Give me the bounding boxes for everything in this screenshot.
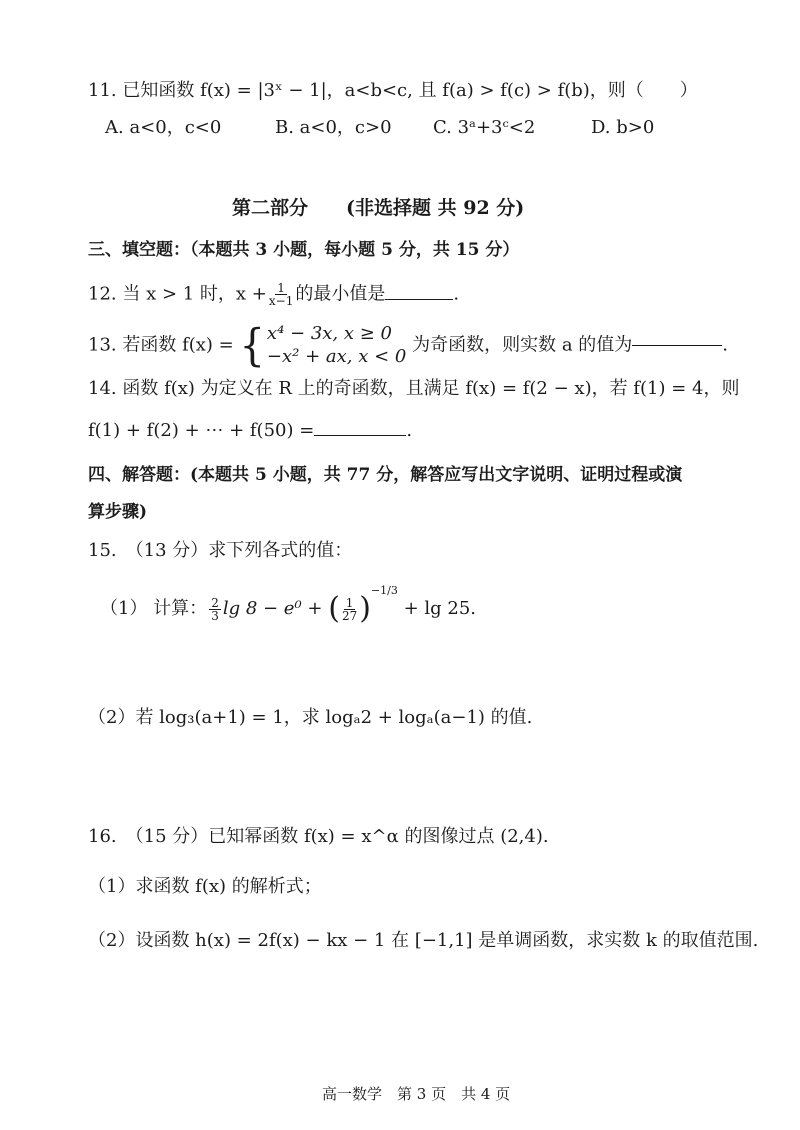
question-14-line-1: 14. 函数 f(x) 为定义在 R 上的奇函数，且满足 f(x) = f(2 − x)，若 f(1) = 4，则	[88, 378, 740, 399]
question-11-option-a: A. a<0，c<0	[105, 117, 222, 138]
question-16-part-2: （2）设函数 h(x) = 2f(x) − kx − 1 在 [−1,1] 是单调函数，求实数 k 的取值范围.	[88, 930, 759, 951]
question-14-line-2: f(1) + f(2) + ⋯ + f(50) = .	[88, 420, 413, 441]
piecewise-cases	[267, 323, 406, 368]
two-thirds-fraction	[209, 597, 221, 622]
piecewise-case-2: −x² + ax, x < 0	[266, 345, 407, 367]
section-four-heading-line-2: 算步骤)	[88, 502, 148, 522]
answer-blank	[632, 345, 722, 346]
answer-blank	[385, 299, 453, 300]
question-13-prefix: 13. 若函数 f(x) =	[88, 334, 234, 356]
section-three-heading: 三、填空题：（本题共 3 小题，每小题 5 分，共 15 分）	[88, 240, 520, 260]
question-11-stem: 11. 已知函数 f(x) = |3ˣ − 1|，a<b<c, 且 f(a) > f(c) > f(b)，则（ ）	[88, 80, 698, 101]
left-brace: {	[239, 320, 265, 371]
question-12-prefix: 12. 当 x > 1 时，x +	[88, 283, 267, 305]
question-16-stem: 16. （15 分）已知幂函数 f(x) = x^α 的图像过点 (2,4).	[88, 826, 549, 847]
page-footer: 高一数学 第 3 页 共 4 页	[322, 1085, 511, 1103]
question-12-fraction-denominator: x−1	[268, 294, 294, 308]
question-15-stem: 15. （13 分）求下列各式的值：	[88, 540, 353, 561]
left-paren: (	[328, 591, 340, 626]
answer-blank	[314, 435, 406, 436]
piecewise-case-1: x⁴ − 3x, x ≥ 0	[266, 323, 392, 344]
one-over-27-fraction	[342, 597, 357, 622]
question-12: 12. 当 x > 1 时，x + $\frac{1}{x-1}$ 的最小值是 .	[88, 281, 460, 308]
right-paren: )	[359, 591, 371, 626]
piecewise-definition	[239, 320, 407, 371]
question-15-part-2: （2）若 log₃(a+1) = 1，求 logₐ2 + logₐ(a−1) 的值.	[88, 707, 533, 728]
question-16-part-1: （1）求函数 f(x) 的解析式；	[88, 876, 322, 897]
question-12-fraction	[269, 282, 293, 307]
question-15-part-1-tail: + lg 25.	[403, 598, 477, 620]
question-11-option-d: D. b>0	[591, 117, 655, 138]
question-11-option-b: B. a<0，c>0	[275, 117, 392, 138]
fraction-denominator: 3	[211, 608, 219, 623]
question-13-suffix: 为奇函数，则实数 a 的值为	[412, 334, 633, 356]
fraction-numerator: 2	[211, 595, 219, 610]
question-11-option-c: C. 3ᵃ+3ᶜ<2	[433, 117, 536, 138]
part-two-title: 第二部分 (非选择题 共 92 分)	[232, 197, 525, 219]
exponent: −1/3	[370, 584, 398, 597]
section-four-heading-line-1: 四、解答题：(本题共 5 小题，共 77 分，解答应写出文字说明、证明过程或演	[88, 465, 683, 485]
fraction-numerator: 1	[345, 595, 354, 610]
fraction-denominator: 27	[341, 608, 358, 623]
question-15-part-1	[100, 584, 476, 627]
question-13: 13. 若函数 f(x) = { x⁴ − 3x, x ≥ 0 −x² + ax, x < 0 为奇函数，则实数 a 的值为 .	[88, 320, 729, 371]
question-12-fraction-numerator: 1	[277, 281, 285, 295]
question-14-expression: f(1) + f(2) + ⋯ + f(50) =	[88, 420, 315, 441]
question-15-part-1-middle: lg 8 − e⁰ +	[222, 598, 323, 620]
question-12-suffix: 的最小值是	[295, 283, 386, 305]
question-15-part-1-label: （1） 计算：	[100, 598, 208, 620]
